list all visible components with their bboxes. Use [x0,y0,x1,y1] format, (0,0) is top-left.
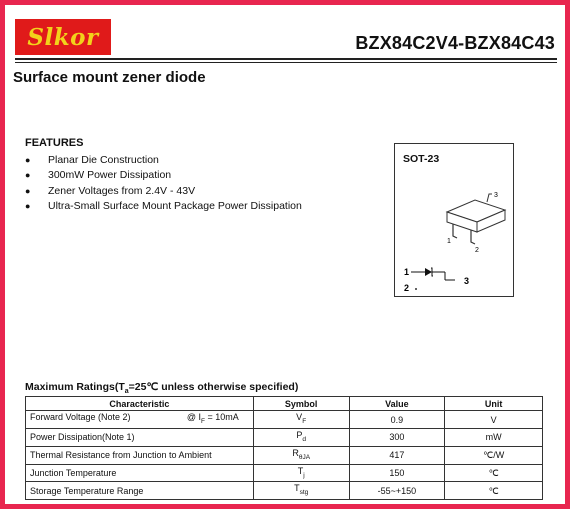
header-symbol: Symbol [253,397,349,411]
datasheet-page [5,5,565,504]
cell-symbol: $R_{\theta JA}$ [253,446,349,464]
cell-unit: ℃ [445,464,543,482]
brand-logo-text: Slkor [27,23,99,51]
feature-item: ● Zener Voltages from 2.4V - 43V [25,184,302,199]
table-header-row [26,397,543,411]
cell-symbol: $V_F$ [253,411,349,429]
package-label: SOT-23 [403,153,440,165]
sot23-package-diagram [395,144,515,298]
zener-diode-icon [425,268,432,276]
features-list [25,153,302,214]
features-heading: FEATURES [25,137,84,149]
bullet-icon: ● [25,200,31,211]
feature-item: ● Ultra-Small Surface Mount Package Power Dissipation [25,199,302,214]
cell-symbol: $P_d$ [253,428,349,446]
maximum-ratings-table [25,396,543,500]
schematic-pin2-label: 2 [404,283,410,293]
cell-characteristic: Forward Voltage (Note 2) @ $I_F = 10mA$ [26,411,254,429]
cell-value: -55~+150 [349,482,445,500]
bullet-icon: ● [25,170,31,181]
feature-item: ● Planar Die Construction [25,153,302,168]
cell-unit: V [445,411,543,429]
ratings-table-title: Maximum $Ratings(T_a=25℃$ unless otherwise specified) [25,381,299,396]
feature-item: ● 300mW Power Dissipation [25,168,302,183]
cell-characteristic: Power Dissipation(Note 1) [26,428,254,446]
bullet-icon: ● [25,185,31,196]
pin1-package-label: 1 [447,238,451,245]
table-row [26,464,543,482]
header-rule-thick [15,58,557,60]
page-subtitle: Surface mount zener diode [13,69,206,86]
cell-symbol: $T_j$ [253,464,349,482]
pin1-lead [453,224,457,238]
test-condition: @ $I_F = 10mA$ [186,412,239,425]
cell-characteristic: Thermal Resistance from Junction to Ambient [26,446,254,464]
part-number-title: BZX84C2V4-BZX84C43 [355,33,555,53]
cell-value: 150 [349,464,445,482]
pin2-lead [471,230,475,244]
table-row [26,446,543,464]
pin2-nc-dot [415,288,417,290]
brand-logo [15,19,111,55]
table-row [26,482,543,500]
table-row [26,411,543,429]
cell-characteristic: Storage Temperature Range [26,482,254,500]
pin3-package-label: 3 [494,192,498,199]
package-diagram-box [394,143,514,297]
schematic-pin3-label: 3 [464,276,470,286]
pin3-lead [487,194,492,202]
cell-unit: ℃/W [445,446,543,464]
header-rule-thin [15,62,557,63]
cell-characteristic: Junction Temperature [26,464,254,482]
cell-symbol: $T_{stg}$ [253,482,349,500]
header-value: Value [349,397,445,411]
pin2-package-label: 2 [475,247,479,254]
header-unit: Unit [445,397,543,411]
cell-value: 417 [349,446,445,464]
cell-value: 0.9 [349,411,445,429]
schematic-pin1-label: 1 [404,267,410,277]
header-characteristic: Characteristic [26,397,254,411]
cell-value: 300 [349,428,445,446]
cell-unit: mW [445,428,543,446]
table-row [26,428,543,446]
bullet-icon: ● [25,155,31,165]
cell-unit: ℃ [445,482,543,500]
